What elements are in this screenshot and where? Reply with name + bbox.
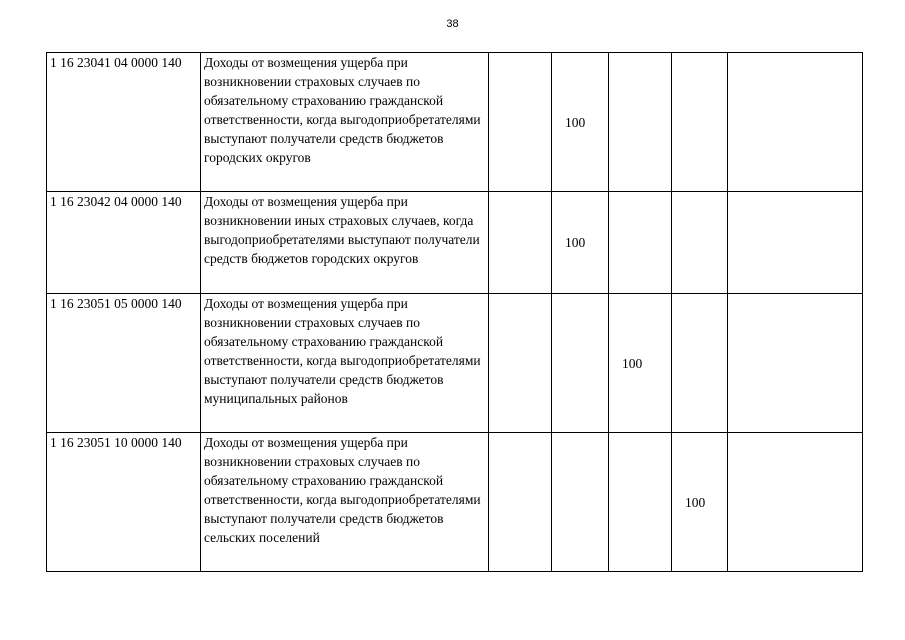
table-row [47,294,863,433]
revenue-name: Доходы от возмещения ущерба при возникновении страховых случаев по обязательному страхованию гражданской ответственности, когда выгодоприобретателями выступают получатели средств бюджетов городских округов [201,53,489,192]
value-cell: 100 [609,294,672,433]
value-cell [609,53,672,192]
value-cell: 100 [552,192,609,294]
value-cell [672,192,728,294]
revenue-code: 1 16 23051 10 0000 140 [47,433,201,572]
revenue-code: 1 16 23041 04 0000 140 [47,53,201,192]
value-cell [552,294,609,433]
value-cell [672,294,728,433]
value-cell [728,53,863,192]
value-cell [728,192,863,294]
value-cell [489,433,552,572]
value-cell [728,294,863,433]
value-cell [489,53,552,192]
revenue-name: Доходы от возмещения ущерба при возникновении страховых случаев по обязательному страхованию гражданской ответственности, когда выгодоприобретателями выступают получатели средств бюджетов муниципальных районов [201,294,489,433]
value-cell [728,433,863,572]
table-row [47,433,863,572]
revenue-code: 1 16 23042 04 0000 140 [47,192,201,294]
value-cell [672,53,728,192]
value-cell [609,433,672,572]
table-row [47,53,863,192]
revenue-name: Доходы от возмещения ущерба при возникновении страховых случаев по обязательному страхованию гражданской ответственности, когда выгодоприобретателями выступают получатели средств бюджетов сельских поселений [201,433,489,572]
value-cell: 100 [672,433,728,572]
revenue-table [46,52,863,572]
value-cell [609,192,672,294]
revenue-code: 1 16 23051 05 0000 140 [47,294,201,433]
value-cell: 100 [552,53,609,192]
page-number: 38 [446,18,459,30]
value-cell [489,192,552,294]
value-cell [489,294,552,433]
revenue-name: Доходы от возмещения ущерба при возникновении иных страховых случаев, когда выгодоприобретателями выступают получатели средств бюджетов городских округов [201,192,489,294]
table-row [47,192,863,294]
value-cell [552,433,609,572]
